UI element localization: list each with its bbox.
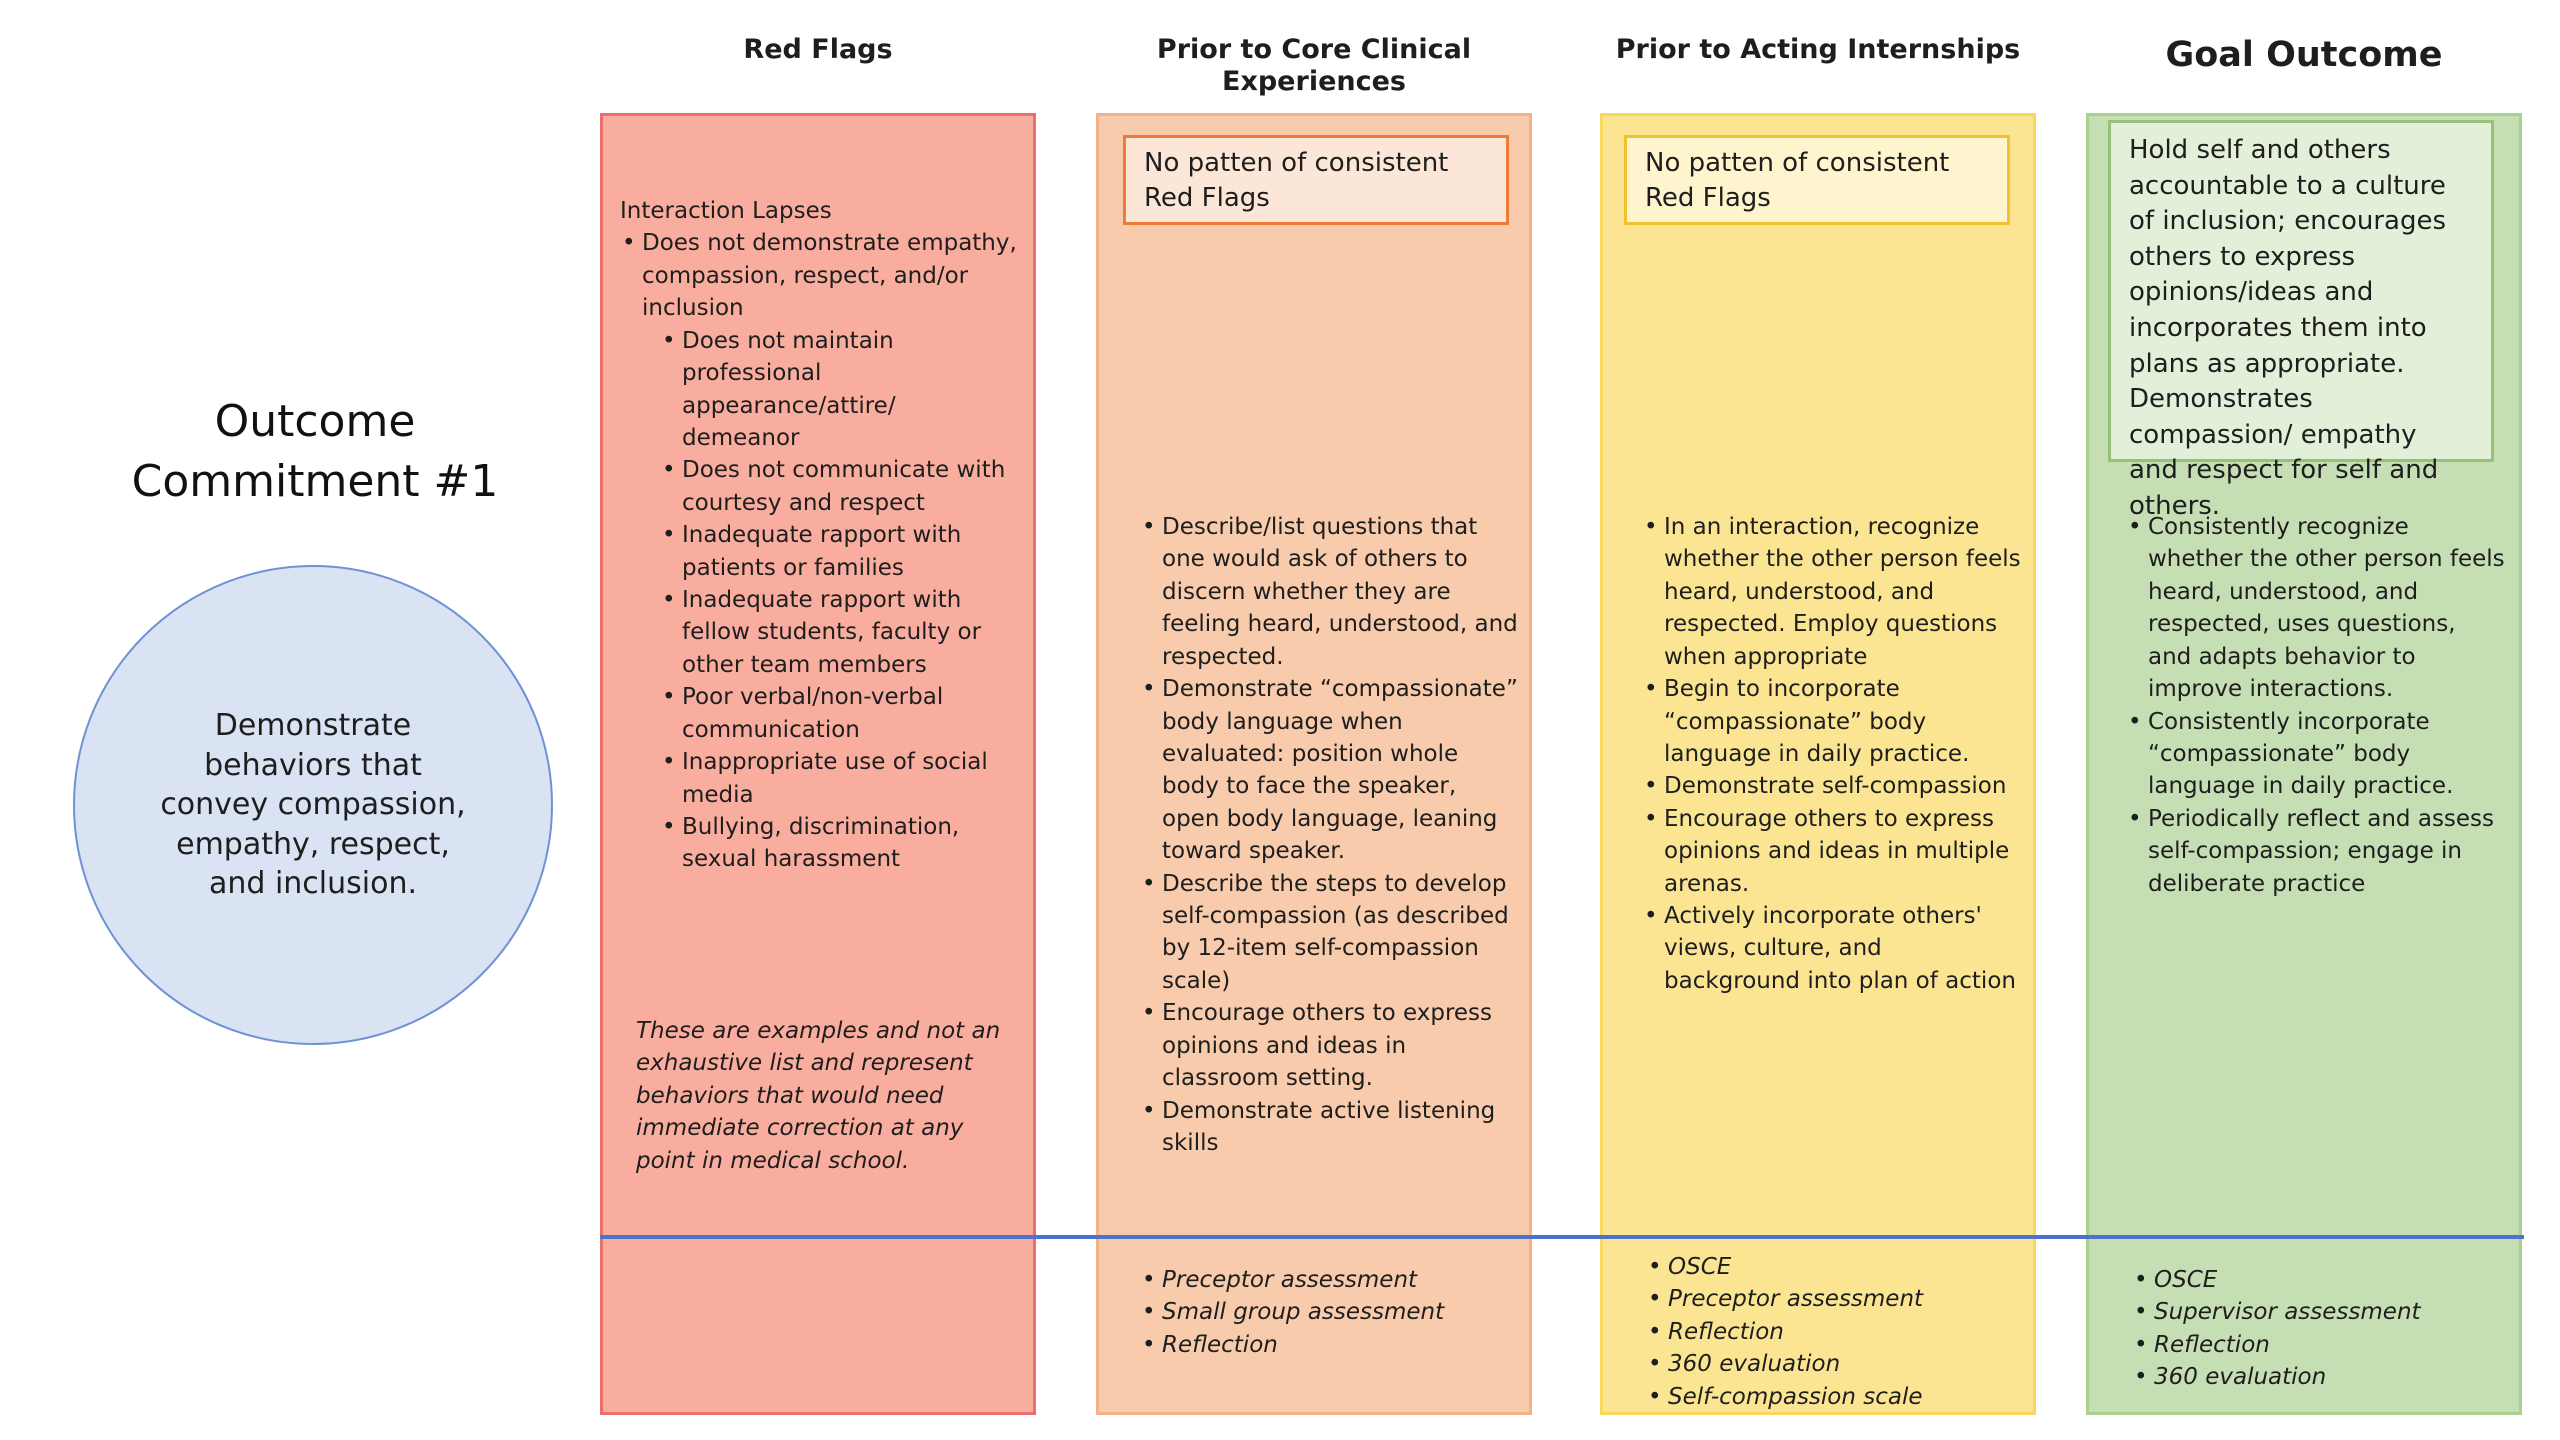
- outcome-title: [60, 392, 570, 512]
- assessment-item: • Reflection: [2132, 1329, 2512, 1361]
- prior-core-item: • Describe the steps to develop self-compassion (as described by 12-item self-compassion scale): [1140, 868, 1520, 998]
- goal-item: • Consistently incorporate “compassionate” body language in daily practice.: [2126, 706, 2506, 803]
- outcome-title-line2: Commitment #1: [131, 455, 499, 507]
- prior-acting-box: No patten of consistent Red Flags: [1624, 135, 2010, 225]
- red-flag-sub-item: • Poor verbal/non-verbal communication: [660, 681, 1020, 746]
- assessment-item: • OSCE: [2132, 1264, 2512, 1296]
- red-flags-note: These are examples and not an exhaustive list and represent behaviors that would need immediate correction at any point in medical school.: [636, 1018, 1001, 1174]
- assessment-item: • 360 evaluation: [1646, 1348, 2026, 1380]
- assessment-item: • 360 evaluation: [2132, 1361, 2512, 1393]
- prior-core-item: • Demonstrate “compassionate” body language when evaluated: position whole body to face the speaker, open body language, leaning toward speaker.: [1140, 673, 1520, 868]
- outcome-title-line1: Outcome: [214, 396, 416, 447]
- prior-core-assessments: [1140, 1264, 1520, 1361]
- red-flags-section-title: Interaction Lapses: [620, 198, 832, 224]
- assessment-item: • Preceptor assessment: [1646, 1283, 2026, 1315]
- prior-core-item: • Demonstrate active listening skills: [1140, 1095, 1520, 1160]
- red-flags-body: [620, 195, 1020, 876]
- red-flag-sub-item: • Does not communicate with courtesy and respect: [660, 454, 1020, 519]
- goal-outcome-assessments: [2132, 1264, 2512, 1394]
- red-flags-main-item: • Does not demonstrate empathy, compassion, respect, and/or inclusion • Does not maintain professional appearance/attire/ demeanor • Does not communicate with courtesy and respect • Inadequate rapport with patients or families • Inadequate rapport with fellow students, faculty or other team members • Poor verbal/non-verbal communication • Inappropriate use of social media • Bullying, discrimination, sexual harassment: [620, 227, 1020, 875]
- red-flag-sub-item: • Inappropriate use of social media: [660, 746, 1020, 811]
- prior-acting-assessments: [1646, 1251, 2026, 1413]
- assessment-item: • OSCE: [1646, 1251, 2026, 1283]
- red-flag-sub-item: • Bullying, discrimination, sexual harassment: [660, 811, 1020, 876]
- header-goal-outcome: Goal Outcome: [2165, 35, 2443, 75]
- goal-outcome-list: [2126, 511, 2506, 900]
- goal-item: • Periodically reflect and assess self-compassion; engage in deliberate practice: [2126, 803, 2506, 900]
- red-flag-sub-item: • Inadequate rapport with patients or families: [660, 519, 1020, 584]
- prior-acting-item: • Demonstrate self-compassion: [1642, 770, 2022, 802]
- outcome-circle-text: Demonstrate behaviors that convey compassion, empathy, respect, and inclusion.: [160, 708, 466, 902]
- assessment-item: • Self-compassion scale: [1646, 1381, 2026, 1413]
- prior-core-item: • Encourage others to express opinions and ideas in classroom setting.: [1140, 997, 1520, 1094]
- red-flag-sub-item: • Inadequate rapport with fellow students, faculty or other team members: [660, 584, 1020, 681]
- header-prior-core: Prior to Core Clinical Experiences: [1156, 34, 1472, 98]
- header-red-flags: Red Flags: [743, 34, 893, 65]
- prior-acting-item: • In an interaction, recognize whether the other person feels heard, understood, and respected. Employ questions when appropriate: [1642, 511, 2022, 673]
- prior-core-box: No patten of consistent Red Flags: [1123, 135, 1509, 225]
- prior-acting-item: • Actively incorporate others' views, culture, and background into plan of action: [1642, 900, 2022, 997]
- header-prior-acting: Prior to Acting Internships: [1615, 34, 2021, 65]
- prior-acting-list: [1642, 511, 2022, 997]
- prior-core-item: • Describe/list questions that one would ask of others to discern whether they are feeling heard, understood, and respected.: [1140, 511, 1520, 673]
- outcome-circle: [73, 565, 553, 1045]
- assessment-divider-line: [600, 1235, 2524, 1239]
- assessment-item: • Supervisor assessment: [2132, 1296, 2512, 1328]
- assessment-item: • Reflection: [1646, 1316, 2026, 1348]
- prior-core-list: [1140, 511, 1520, 1159]
- goal-item: • Consistently recognize whether the other person feels heard, understood, and respected, uses questions, and adapts behavior to improve interactions.: [2126, 511, 2506, 706]
- red-flag-sub-item: • Does not maintain professional appearance/attire/ demeanor: [660, 325, 1020, 455]
- assessment-item: • Small group assessment: [1140, 1296, 1520, 1328]
- goal-outcome-box: Hold self and others accountable to a culture of inclusion; encourages others to express opinions/ideas and incorporates them into plans as appropriate. Demonstrates compassion/ empathy and respect for self and others.: [2108, 120, 2494, 462]
- prior-acting-item: • Begin to incorporate “compassionate” body language in daily practice.: [1642, 673, 2022, 770]
- assessment-item: • Preceptor assessment: [1140, 1264, 1520, 1296]
- prior-acting-item: • Encourage others to express opinions and ideas in multiple arenas.: [1642, 803, 2022, 900]
- assessment-item: • Reflection: [1140, 1329, 1520, 1361]
